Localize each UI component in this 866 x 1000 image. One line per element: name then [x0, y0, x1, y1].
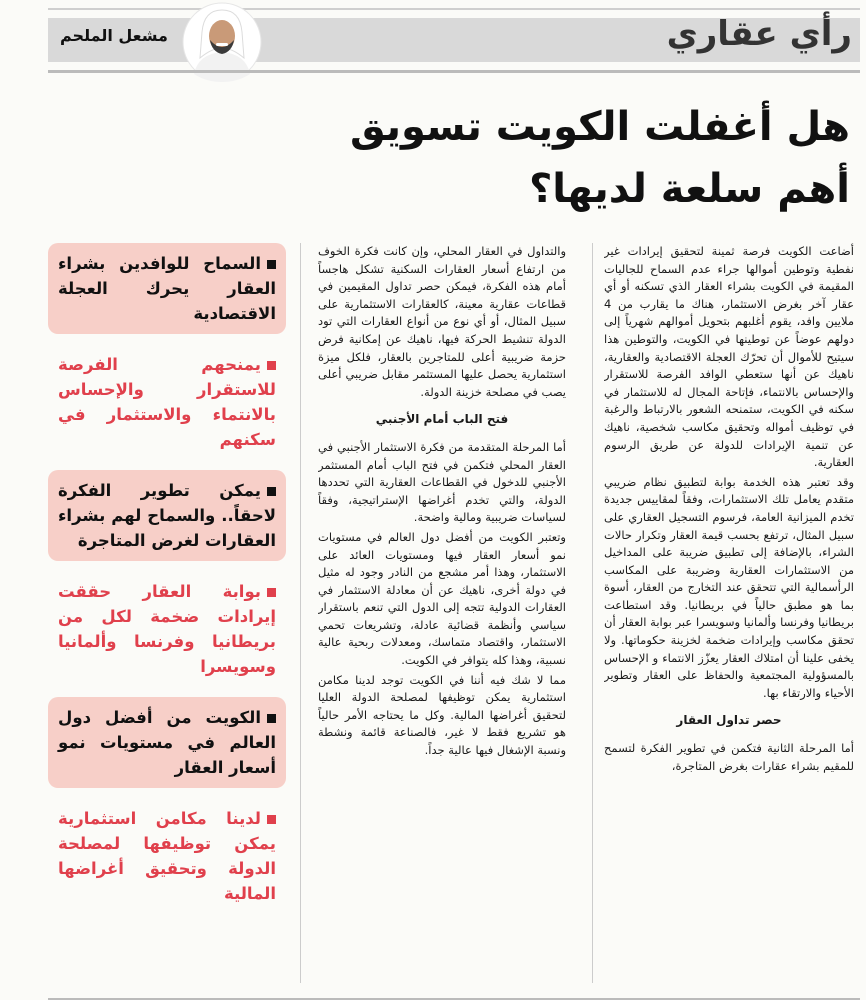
- column-divider: [300, 243, 301, 983]
- pull-quote: بوابة العقار حققت إيرادات ضخمة لكل من بريطانيا وفرنسا وألمانيا وسويسرا: [48, 571, 286, 687]
- square-bullet-icon: [267, 260, 276, 269]
- paragraph: مما لا شك فيه أننا في الكويت توجد لدينا مكامن استثمارية يمكن توظيفها لمصلحة الدولة العليا لتحقيق أغراضها المالية. وكل ما يحتاجه الأمر حالياً هو تشريع فقط لا غير، فالصناعة قائمة ونشطة ونسبة الإشغال فيها عالية جداً.: [318, 672, 566, 758]
- headline: [210, 96, 850, 220]
- pull-quote: الكويت من أفضل دول العالم في مستويات نمو أسعار العقار: [48, 697, 286, 788]
- square-bullet-icon: [267, 714, 276, 723]
- header-underline: [48, 70, 860, 73]
- paragraph: أما المرحلة المتقدمة من فكرة الاستثمار الأجنبي في العقار المحلي فتكمن في فتح الباب أمام المستثمر الأجنبي للدخول في القطاعات العقارية التي تحددها الدولة، والتي تخدم أغراضها الإستراتيجية، وفقاً لسياسات ضريبية ومالية واضحة.: [318, 439, 566, 525]
- paragraph: أضاعت الكويت فرصة ثمينة لتحقيق إيرادات غير نفطية وتوطين أموالها جراء عدم السماح للجاليات المقيمة في الكويت بشراء العقار الذي تسكنه أو أي عقار آخر بغرض الاستثمار، هناك ما يقارب من 4 ملايين وافد، يقوم أغلبهم بتحويل أموالهم شهرياً إلى دولهم عوضاً عن توطينها في الكويت، والتوطين هذا سيتيح للأموال أن تحرّك العجلة الاقتصادية والعقارية، ناهيك عن أنها ستعطي الوافد الفرصة للاستقرار والإحساس بالانتماء، فإتاحة المجال له للاستثمار في سكنه في الكويت، ستمنحه الشعور بالارتباط والرغبة في توظيف أمواله وتحقيق مكاسب شخصية، ناهيك عن تنمية الإيرادات للدولة عن طريق الرسوم العقارية.: [604, 244, 854, 470]
- article-column-2: [318, 243, 566, 995]
- section-title: رأي عقاري: [666, 14, 852, 54]
- pull-quotes: [48, 243, 286, 924]
- headline-line-2: أهم سلعة لديها؟: [529, 166, 850, 212]
- paragraph: أما المرحلة الثانية فتكمن في تطوير الفكرة لتسمح للمقيم بشراء عقارات بغرض المتاجرة،: [604, 741, 854, 773]
- paragraph: وقد تعتبر هذه الخدمة بوابة لتطبيق نظام ضريبي متقدم يعامل تلك الاستثمارات، وفقاً لمقاييس جديدة تخدم الميزانية العامة، فرسوم التسجيل العقاري على سبيل المثال، ترتفع بحسب قيمة العقار وتكرار حالات الشراء، بالإضافة إلى تطبيق ضريبة على المداخيل من الاستثمارات العقارية وضريبة على المكاسب الرأسمالية التي تتحقق عند التخارج من العقار، أسوة بما هو مطبق حالياً في بريطانيا. وقد استطاعت بريطانيا وفرنسا وألمانيا وسويسرا عبر بوابة العقار أن تحقق مكاسب وإيرادات ضخمة لخزينة حكوماتها. ولا يخفى علينا أن امتلاك العقار يعزّز الانتماء و الإحساس بالمسؤولية المجتمعية والحفاظ على العقار وتطوير الأحياء والارتقاء بها.: [604, 474, 854, 700]
- pull-quote: يمكن تطوير الفكرة لاحقاً.. والسماح لهم بشراء العقارات لغرض المتاجرة: [48, 470, 286, 561]
- pull-quote: يمنحهم الفرصة للاستقرار والإحساس بالانتماء والاستثمار في سكنهم: [48, 344, 286, 460]
- paragraph: وتعتبر الكويت من أفضل دول العالم في مستويات نمو أسعار العقار فيها ومستويات العائد على الاستثمار، وهذا أمر مشجع من النادر وجود له مثيل في دولة أخرى، ناهيك عن أن معادلة الاستثمار في العقارات الدولية تتجه إلى الدول التي تنعم باستقرار سياسي وأنظمة قضائية عادلة، وتشريعات تحمي الاستثمار، واقتصاد متماسك، ومعدلات ربحية عالية نسبية، وهذا كله يتوافر في الكويت.: [318, 529, 566, 668]
- headline-line-1: هل أغفلت الكويت تسويق: [349, 104, 850, 150]
- column-divider: [592, 243, 593, 983]
- pull-quote: لدينا مكامن استثمارية يمكن توظيفها لمصلحة الدولة وتحقيق أغراضها المالية: [48, 798, 286, 914]
- pull-quote: السماح للوافدين بشراء العقار يحرك العجلة الاقتصادية: [48, 243, 286, 334]
- article-column-1: [604, 243, 854, 995]
- top-rule: [48, 8, 860, 10]
- subheading: فتح الباب أمام الأجنبي: [375, 412, 509, 427]
- paragraph: والتداول في العقار المحلي، وإن كانت فكرة الخوف من ارتفاع أسعار العقارات السكنية تشكل هاجساً أمام هذه الفكرة، فيمكن حصر تداول المقيمين في قطاعات عقارية معينة، كالعقارات الاستثمارية على سبيل المثال، أو أي نوع من أنواع العقارات التي تود الدولة تنشيط الحركة فيها، ناهيك عن إمكانية فرض حزمة ضريبية أعلى للمتاجرين بالعقار، فلكل ميزة استثمارية يحصل عليها المستثمر مقابل ضريبي أعلى يصب في مصلحة خزينة الدولة.: [318, 244, 566, 399]
- author-name: مشعل الملحم: [60, 26, 168, 45]
- subheading: حصر تداول العقار: [676, 713, 782, 728]
- square-bullet-icon: [267, 487, 276, 496]
- square-bullet-icon: [267, 815, 276, 824]
- square-bullet-icon: [267, 588, 276, 597]
- square-bullet-icon: [267, 361, 276, 370]
